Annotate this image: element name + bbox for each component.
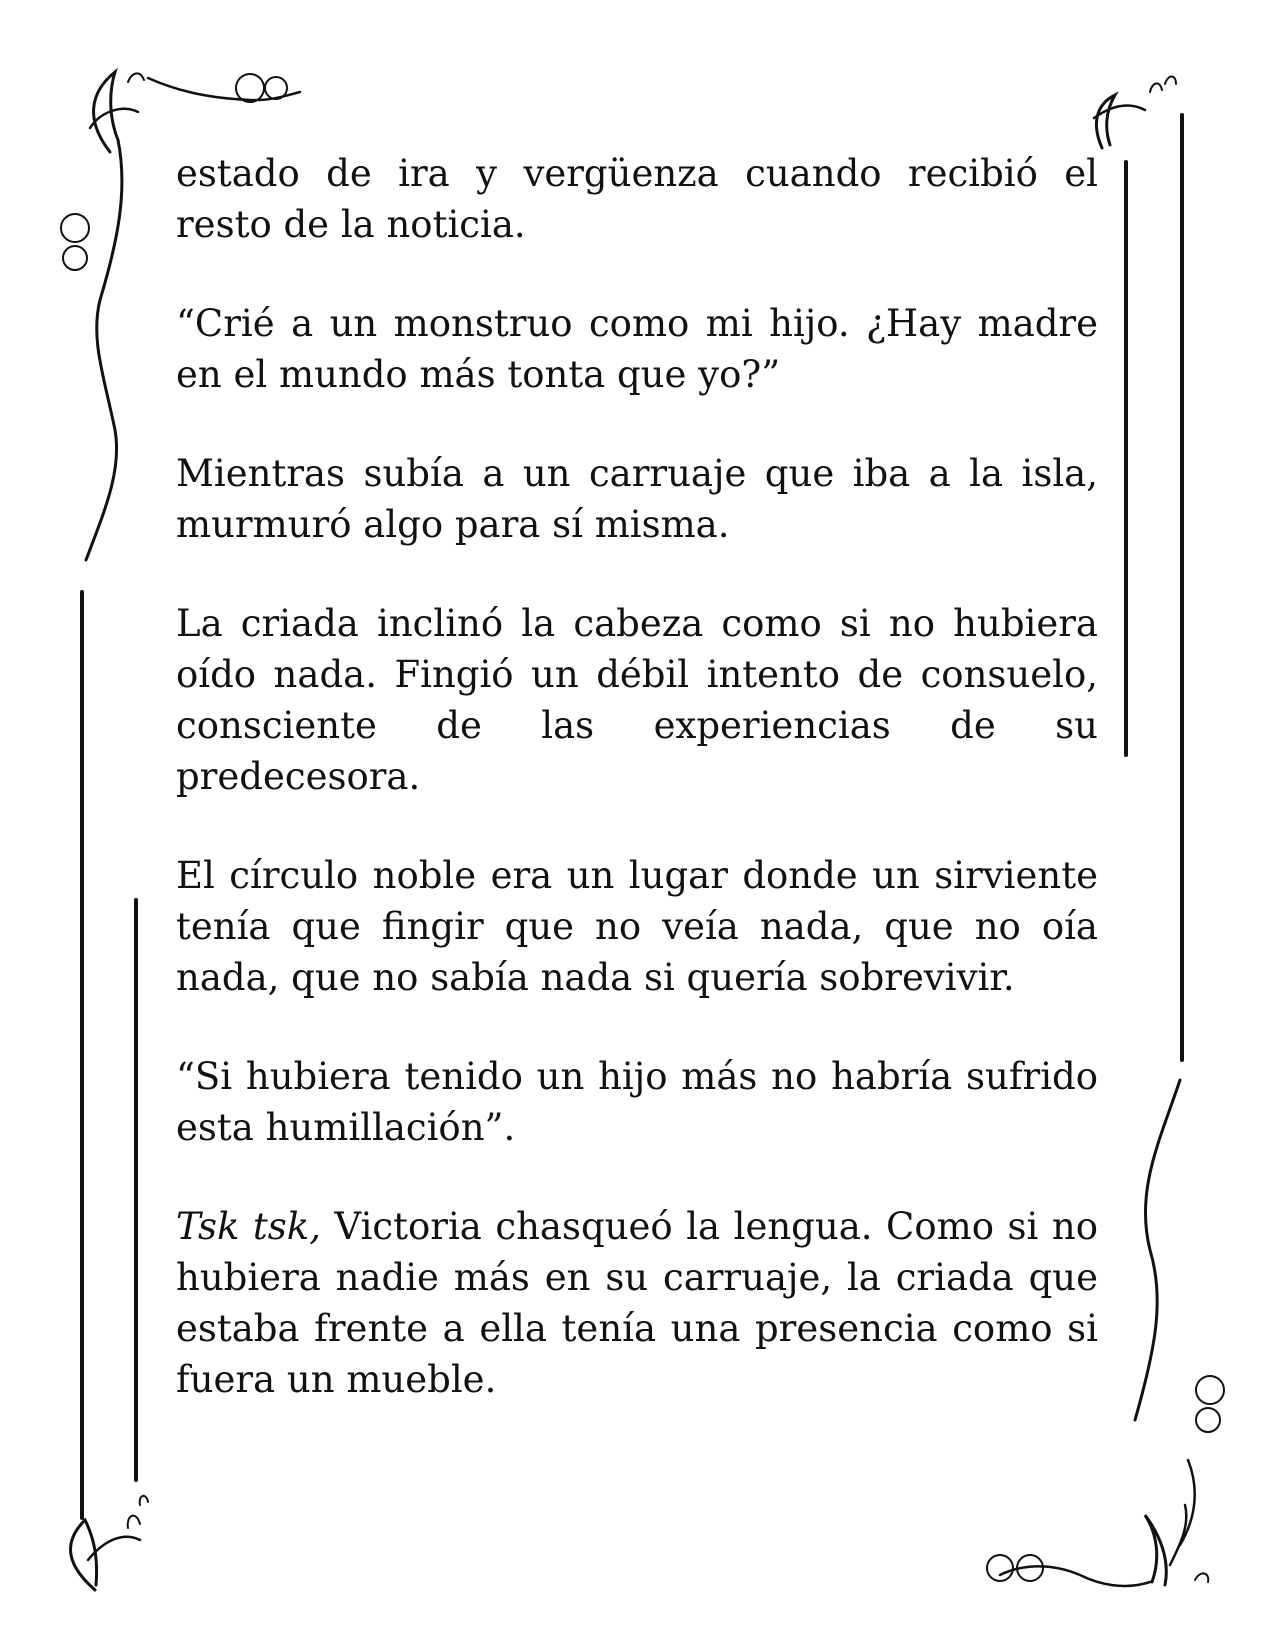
bottom-right-flourish <box>987 1505 1208 1586</box>
paragraph-3: Mientras subía a un carruaje que iba a la isla, murmuró algo para sí misma. <box>176 452 1098 546</box>
top-right-flourish <box>1094 77 1176 149</box>
paragraph-7-text: Victoria chasqueó la lengua. Como si no hubiera nadie más en su carruaje, la criada que estaba frente a ella tenía una presencia como si fuera un mueble. <box>176 1205 1098 1401</box>
right-flourish-line <box>1135 1080 1224 1545</box>
paragraph-7 <box>176 1201 1098 1405</box>
paragraph-2: “Crié a un monstruo como mi hijo. ¿Hay madre en el mundo más tonta que yo?” <box>176 302 1098 396</box>
paragraph-7-italic: Tsk tsk, <box>176 1205 321 1248</box>
paragraph-1: estado de ira y vergüenza cuando recibió el resto de la noticia. <box>176 152 1098 246</box>
paragraph-5: El círculo noble era un lugar donde un sirviente tenía que fingir que no veía nada, que no oía nada, que no sabía nada si quería sobrevivir. <box>176 854 1098 999</box>
story-text <box>176 148 1098 1453</box>
paragraph-4: La criada inclinó la cabeza como si no hubiera oído nada. Fingió un débil intento de consuelo, consciente de las experiencias de su predecesora. <box>176 602 1098 798</box>
paragraph-6: “Si hubiera tenido un hijo más no habría sufrido esta humillación”. <box>176 1055 1098 1149</box>
